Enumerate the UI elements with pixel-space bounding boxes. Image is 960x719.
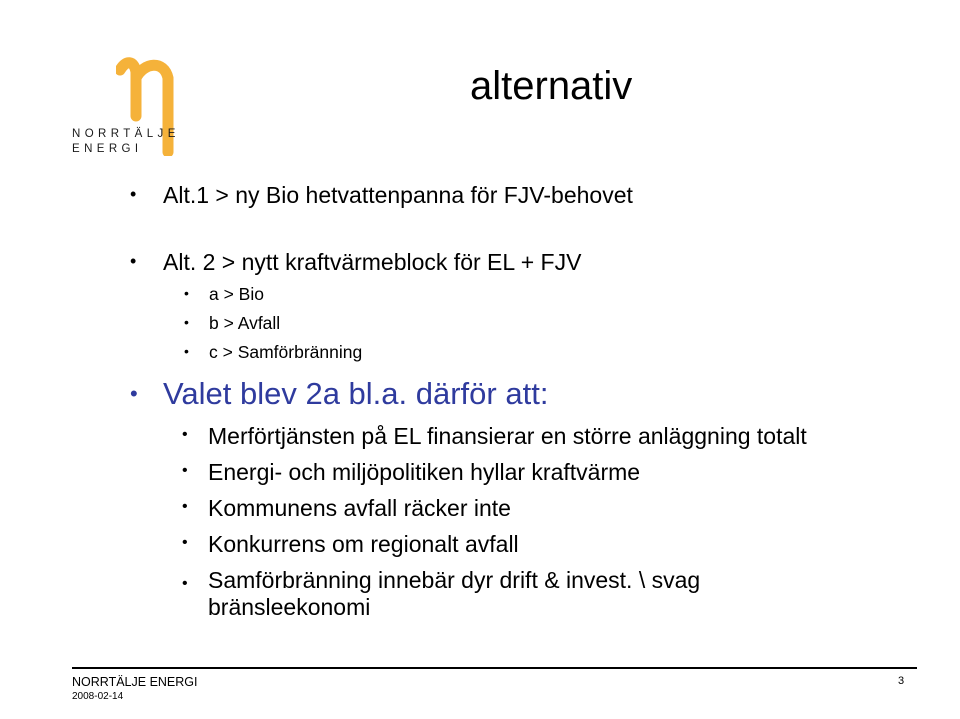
bullet-text: Merförtjänsten på EL finansierar en större anläggning totalt: [208, 423, 807, 449]
reason-bullet-5: [182, 567, 868, 621]
reason-bullet-1: [182, 423, 807, 450]
bullet-dot: •: [182, 534, 188, 551]
bullet-decision: [130, 376, 549, 412]
bullet-dot: •: [184, 343, 189, 359]
bullet-text: c > Samförbränning: [209, 342, 363, 362]
sub-bullet-c: [184, 342, 363, 363]
bullet-dot: •: [130, 184, 137, 204]
sub-bullet-b: [184, 313, 281, 334]
slide-title: alternativ: [470, 64, 633, 108]
sub-bullet-a: [184, 284, 264, 305]
bullet-text: Konkurrens om regionalt avfall: [208, 531, 519, 557]
footer-divider: [72, 667, 917, 669]
bullet-text: Samförbränning innebär dyr drift & invest. \ svag bränsleekonomi: [208, 567, 701, 620]
reason-bullet-2: [182, 459, 641, 486]
bullet-dot: •: [182, 575, 188, 592]
logo-text-line2: ENERGI: [72, 143, 143, 155]
bullet-dot: •: [182, 462, 188, 479]
bullet-alt2: [130, 249, 582, 276]
bullet-text: Alt.1 > ny Bio hetvattenpanna för FJV-behovet: [163, 182, 633, 208]
bullet-text: Valet blev 2a bl.a. därför att:: [163, 376, 549, 411]
norrtalje-energi-logo: [72, 56, 202, 166]
bullet-dot: •: [184, 314, 189, 330]
bullet-text: Kommunens avfall räcker inte: [208, 495, 511, 521]
page-number: 3: [898, 675, 905, 687]
bullet-dot: •: [130, 251, 137, 271]
bullet-dot: •: [184, 285, 189, 301]
logo-text-line1: NORRTÄLJE: [72, 128, 180, 140]
footer-organization: NORRTÄLJE ENERGI: [72, 675, 198, 689]
reason-bullet-4: [182, 531, 519, 558]
bullet-text: a > Bio: [209, 284, 264, 304]
eta-logo-icon: [116, 56, 184, 156]
bullet-text: Energi- och miljöpolitiken hyllar kraftvärme: [208, 459, 641, 485]
bullet-dot: •: [182, 426, 188, 443]
bullet-text: b > Avfall: [209, 313, 281, 333]
reason-bullet-3: [182, 495, 511, 522]
bullet-text: Alt. 2 > nytt kraftvärmeblock för EL + FJV: [163, 249, 582, 275]
footer-date: 2008-02-14: [72, 691, 124, 702]
bullet-alt1: [130, 182, 633, 209]
bullet-dot: •: [182, 498, 188, 515]
bullet-dot: •: [130, 381, 138, 406]
